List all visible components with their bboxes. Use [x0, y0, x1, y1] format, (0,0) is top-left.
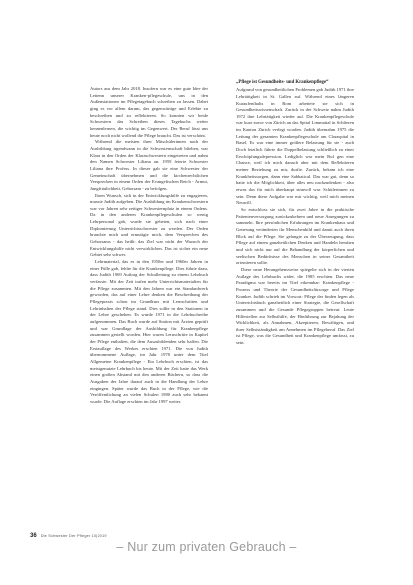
page-number: 36 [30, 533, 37, 539]
right-paragraph-2: So entschloss sie sich, für zwei Jahre in die praktische Patientenversorgung zurückzukehren und neue Anregungen zu sammeln. Ihre persönlichen Erfahrungen im Krankenhaus und Genesung veränderten ihr Menschenbild und damit auch ihren Blick auf die Pflege. Sie gelangte zu der Überzeugung, dass Pflege auf einem ganzheitlichen Denken und Handeln beruhen und sich nicht nur auf die Behandlung der körperlichen und seelischen Bedürfnisse des Menschen in seiner Gesamtheit orientieren sollte. [236, 207, 354, 266]
left-paragraph-4: Lehrmaterial, das es in den 1950er und 1960er Jahren in einer Fülle gab, fehlte für die Krankenpflege. Dies führte dazu, dass Judith 1969 Auftrag der Schulleitung zu einem Lehrbuch verfasste. Mit der Zeit trafen mehr Unterrichtsmaterialien für die Pflege zusammen. Mit den Jahren war ein Standardwerk geworden, das auf einer Lehre denken die Beschreibung der Pflegepraxis schon im Grundkurs mit Lernschritten und Lehrinhalten der Pflege stand. Dies sollte in den Stationen in der Lehre geschehen. Es wurde 1971 in die Lehrbuchreihe aufgenommen. Das Buch wurde auf Station mit Ärzten geprüft und war Grundlage der Ausbildung für Krankenpflege zusammen gestellt worden. Hier waren Lernschritte in Kapitel der Pflege enthalten, die dem Auszubildenden sehr halfen. Die Erstauflage des Werkes erschien 1971. Die von Judith übernommene Auflage, im Jahr 1978 unter dem Titel Allgemeine Krankenpflege - Ein Lehrbuch erschien, ist das meistgenutzte Lehrbuch bis heute. Mit der Zeit hatte das Werk einen großen Abstand mit den anderen Büchern, so dass die Ausgaben der Jahre darauf auch in die Handlung der Lehre eingingen. Später wurde das Buch in der Pflege, wie die Veröffentlichung an vielen Schulen 1980 auch sehr bekannt wurde. Die Auflage erschien im Jahr 1997 weiter. [90, 259, 208, 404]
right-paragraph-1: Aufgrund von gesundheitlichen Problemen gab Judith 1971 ihre Lehrtätigkeit in St. Gallen auf. Während eines längeren Kuraufenthalts in Rom arbeitete sie sich in Gesundheitswissenschaft. Zurück in der Schweiz nahm Judith 1972 ihre Lehrtätigkeit wieder auf. Die Krankenpflegeschule war kurz zuvor von Zürich an das Spital Limmattal in Schlieren im Kanton Zürich verlegt worden. Judith übernahm 1975 die Leitung der gesamten Krankenpflegeschule am Claraspital in Basel. Es war eine immer größere Belastung für sie - auch Doch letztlich führte die Doppelbelastung schließlich zu einer Erschöpfungsdepression. Lediglich war mein Ruf gen eine Chance, weil ich mich danach aber mit dem Reflektieren meiner Beziehung zu mir, durfte. Zurück, bekam ich eine Krankheitssorgen, dann eine Sabbatical. Das war gut, denn so hatte ich die Möglichkeit, über alles neu nachzudenken - also etwas das für mich überhaupt sinnvoll war. Schülerinnen zu sein. Denn diese Aufgabe war mir wichtig, weil mich meinen Neuwill. [236, 87, 355, 206]
page-footer [30, 533, 107, 539]
running-footer-text: Die Schwester Der Pfleger 10|2019 [40, 534, 107, 538]
left-paragraph-3: Ihren Wunsch, sich in der Entwicklungshilfe zu engagieren, musste Judith aufgeben. Die Ausbildung im Krankenschwestern war vor Jahren sehr zeitiger Schwesternplatz in einem Ordens. Da in den anderen Krankenpflegeschulen so wenig Lehrpersonal gab, wurde sie gebeten, sich nach einer Diplomierung Unterrichtsschwester zu werden. Der Orden brauchte mich und ermutigte mich, dem Versprechen des Gehorsams - das heißt: das Ziel war nicht der Wunsch der Entwicklungshilfe nicht verwirklichen. Das ist sicher ein neue Gebiet sehr schwer. [90, 192, 208, 258]
right-text-column [236, 80, 354, 347]
left-text-column [90, 86, 208, 406]
left-paragraph-2: Während die meisten ihrer Mitschülerinnen nach der Ausbildung irgendwann in die Schwesternschaft blieben, war Klara in den Orden der Klaraschwestern eingetreten und nahm den Namen Schwester Liliana an. 1959 feierte Schwester Liliana ihre Profess. In dieser gab sie eine Schwester der Gemeinschaft übernehmen und die kirchenrechtlichen Versprechen in einem Orden der Evangelischen Reich - Armut, Jungfräulichkeit, Gehorsam - zu befolgen. [90, 139, 208, 191]
section-heading: „Pflege ist Gesundheits- und Krankenpflege“ [236, 80, 329, 85]
left-paragraph-1: Autors aus dem Jahr 2018. Insofern war es eine gute Idee der Leitenn unserer Kranken-pflegeschule, uns in den Außenstationen im Pflegetagebuch schreiben zu lassen. Dabei ging es vor allem darum, das gegenwärtige und Erlebte zu beschreiben und zu reflektieren. So konnten wir beide Schwestern das Schreiben dieses Tagebuchs weiter kennenlernen, die wichtig im Gegenwert. Der Beruf lässt uns heute noch nicht wollend die Pflege braucht. Das ist verschönt. [90, 86, 208, 138]
right-paragraph-3: Diese neue Herangehensweise spiegelte sich in der vierten Auflage des Lehrbuchs wider, die 1985 erschien. Das neue Paradigma war bereits im Titel erkennbar: Krankenpflege - Prozess und Theorie der Gesundheitsfürsorge und Pflege Kranker. Judith schrieb im Vorwort: Pflege der finden legen als Unterrichtsbuch ganzheitlich einer Strategie, die Gesellschaft zusammen und die Gesunde Pflegegruppen betreut. Leute Hilfestellen zur Selbsthilfe, der Hinführung zur Bejahung der Wirklichkeit, als Annahmen, Akzeptieren, Bewältigen, und ihrer Selbstständigkeit am Annehmen im Pflegeberuf. Das Ziel ist Pflege, was die Gesundheit und Krankenpflege umfasst, zu sein. [236, 266, 354, 346]
private-use-watermark: – Nur zum privaten Gebrauch – [116, 540, 297, 554]
